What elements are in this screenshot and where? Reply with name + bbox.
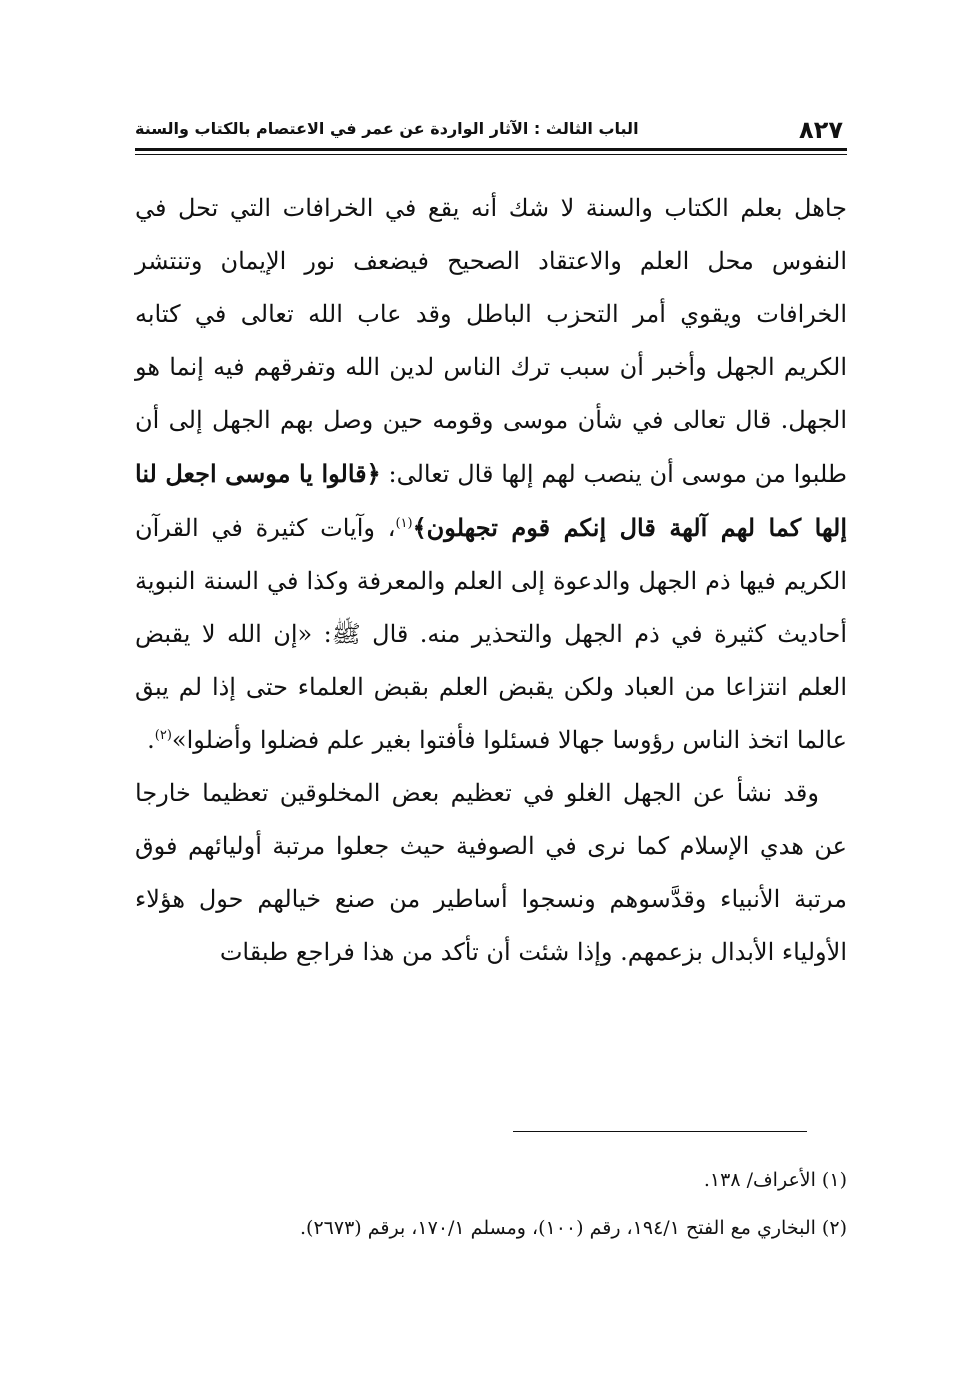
footnote-separator [513, 1131, 807, 1132]
paragraph-1-text-c: . [147, 726, 155, 754]
page-number: ٨٢٧ [799, 116, 843, 144]
paragraph-1-text-b: ، وآيات كثيرة في القرآن الكريم فيها ذم الجهل والدعوة إلى العلم والمعرفة وكذا في السنة النبوية أحاديث كثيرة في ذم الجهل والتحذير منه. قال ﷺ: «إن الله لا يقبض العلم انتزاعا من العباد ولكن يقبض العلم بقبض العلماء حتى إذا لم يبق عالما اتخذ الناس رؤوسا جهالا فسئلوا فأفتوا بغير علم فضلوا وأضلوا» [135, 514, 847, 754]
paragraph-2: وقد نشأ عن الجهل الغلو في تعظيم بعض المخلوقين تعظيما خارجا عن هدي الإسلام كما نرى في الصوفية حيث جعلوا مرتبة أوليائهم فوق مرتبة الأنبياء وقدَّسوهم ونسجوا أساطير من صنع خيالهم حول هؤلاء الأولياء الأبدال بزعمهم. وإذا شئت أن تأكد من هذا فراجع طبقات [135, 779, 847, 966]
footnote-ref-1: (١) [395, 516, 413, 531]
footnote-2: (٢) البخاري مع الفتح ١٩٤/١، رقم (١٠٠)، ومسلم ١٧٠/١، برقم (٢٦٧٣). [300, 1217, 847, 1239]
paragraph-1-text-a: جاهل بعلم الكتاب والسنة لا شك أنه يقع في الخرافات التي تحل في النفوس محل العلم والاعتقاد الصحيح فيضعف نور الإيمان وتنتشر الخرافات ويقوي أمر التحزب الباطل وقد عاب الله تعالى في كتابه الكريم الجهل وأخبر أن سبب ترك الناس لدين الله وتفرقهم فيه إنما هو الجهل. قال تعالى في شأن موسى وقومه حين وصل بهم الجهل إلى أن طلبوا من موسى أن ينصب لهم إلها قال تعالى: [135, 194, 848, 488]
footnote-1: (١) الأعراف/ ١٣٨. [703, 1169, 847, 1191]
chapter-title: الباب الثالث : الآثار الواردة عن عمر في الاعتصام بالكتاب والسنة [135, 119, 639, 138]
footnotes [135, 1156, 847, 1252]
quran-verse: ﴿قالوا يا موسى اجعل لنا إلها كما لهم آلهة قال إنكم قوم تجهلون﴾ [135, 459, 847, 542]
main-text [135, 182, 847, 979]
paragraph-1 [135, 182, 847, 767]
running-header [135, 112, 847, 152]
footnote-ref-2: (٢) [154, 728, 172, 743]
header-rule [135, 148, 847, 155]
